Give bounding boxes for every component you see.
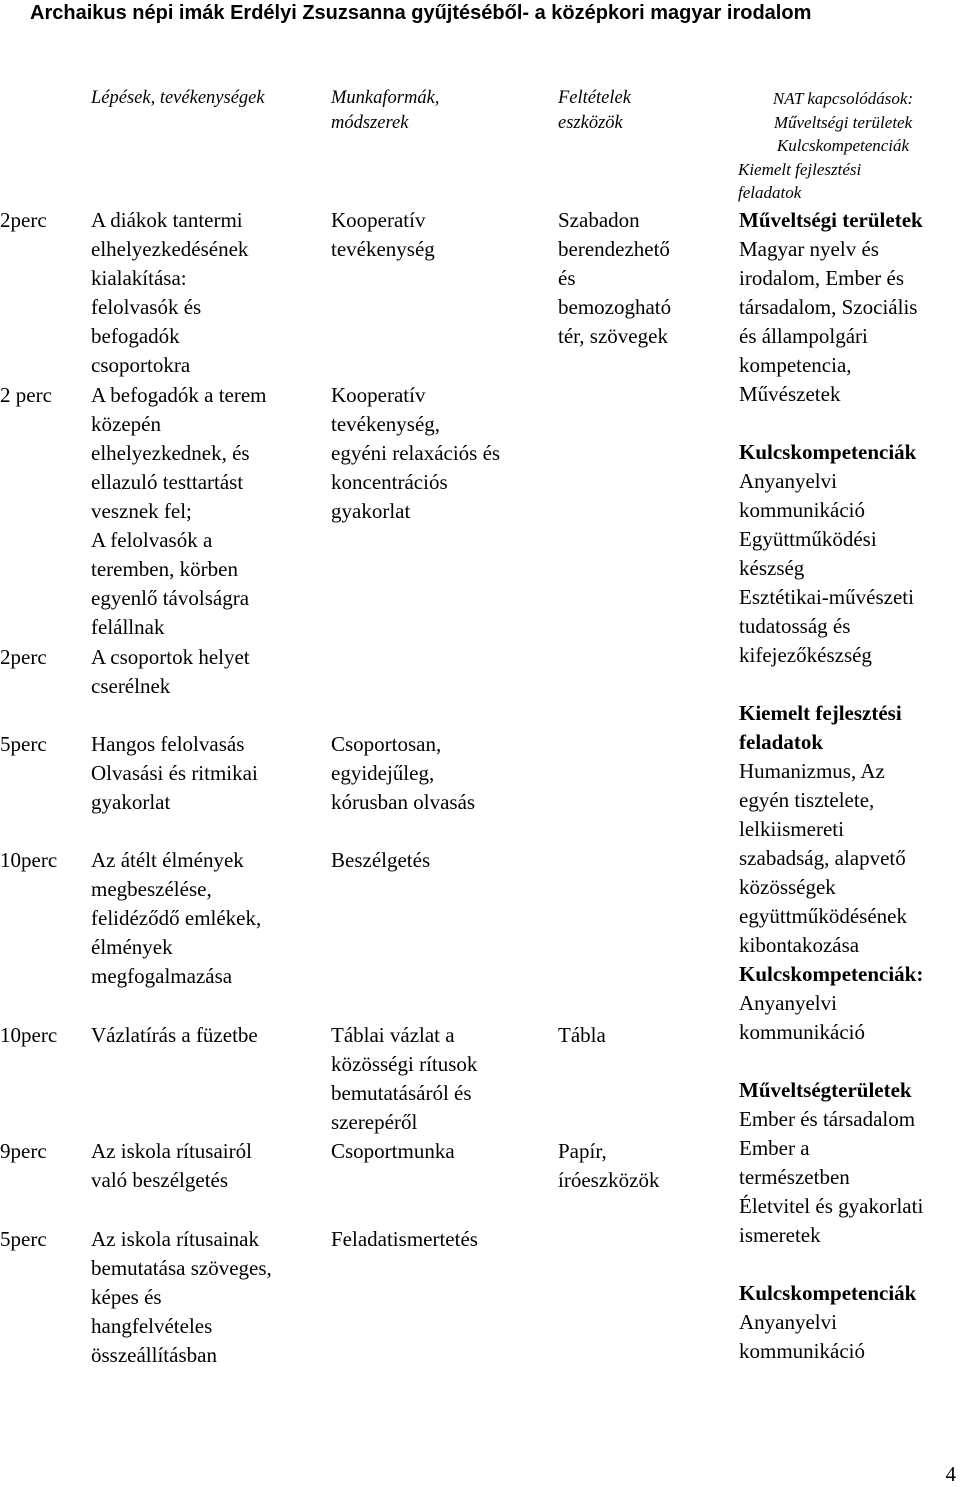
row-steps-line: ellazuló testtartást (91, 470, 244, 494)
row-tools-line: bemozogható (558, 295, 672, 319)
row-methods (331, 1021, 477, 1137)
nat-line: készség (739, 556, 805, 580)
row-steps-line: Az iskola rítusainak (91, 1227, 259, 1251)
row-methods (331, 1137, 455, 1166)
row-time: 2perc (0, 208, 47, 232)
row-time: 5perc (0, 732, 47, 756)
row-methods-line: Feladatismertetés (331, 1227, 478, 1251)
row-methods-line: egyéni relaxációs és (331, 441, 501, 465)
row-methods (331, 381, 500, 526)
row-methods-line: Kooperatív (331, 208, 426, 232)
nat-line: Humanizmus, Az (739, 759, 885, 783)
nat-column (739, 206, 923, 1366)
nat-line: Ember és társadalom (739, 1107, 916, 1131)
row-steps-line: befogadók (91, 324, 180, 348)
row-steps-line: A befogadók a terem (91, 383, 267, 407)
row-steps-line: A diákok tantermi (91, 208, 243, 232)
nat-line: lelkiismereti (739, 817, 844, 841)
header-nat-line: Kiemelt fejlesztési (738, 159, 862, 179)
nat-line: Magyar nyelv és (739, 237, 879, 261)
nat-line: kibontakozása (739, 933, 860, 957)
row-steps (91, 206, 248, 380)
header-nat-line: Műveltségi területek (773, 112, 913, 132)
nat-line: közösségek (739, 875, 836, 899)
header-nat-line: feladatok (738, 183, 802, 202)
row-methods-line: egyidejűleg, (331, 761, 435, 785)
row-tools-line: berendezhető (558, 237, 670, 261)
row-methods-line: koncentrációs (331, 470, 448, 494)
header-nat-line: NAT kapcsolódások: (772, 89, 914, 108)
nat-line: kommunikáció (739, 498, 865, 522)
row-steps-line: elhelyezkedésének (91, 237, 249, 261)
row-steps (91, 643, 250, 701)
row-time: 2 perc (0, 383, 52, 407)
row-methods-line: közösségi rítusok (331, 1052, 478, 1076)
row-tools-line: Papír, (558, 1139, 607, 1163)
row-steps (91, 381, 267, 642)
nat-line: ismeretek (739, 1223, 821, 1247)
row-steps-line: elhelyezkednek, és (91, 441, 250, 465)
row-methods-line: Csoportmunka (331, 1139, 455, 1163)
row-steps-line: élmények (91, 935, 173, 959)
nat-line: Ember a (739, 1136, 810, 1160)
nat-spacer (739, 1250, 923, 1279)
row-methods-line: tevékenység, (331, 412, 441, 436)
row-tools-line: Tábla (558, 1023, 606, 1047)
nat-line: Anyanyelvi (739, 469, 837, 493)
nat-line: kifejezőkészség (739, 643, 872, 667)
row-tools-line: és (558, 266, 576, 290)
header-methods-line: Munkaformák, (331, 88, 440, 108)
row-time: 10perc (0, 1023, 58, 1047)
nat-line: Együttműködési (739, 527, 877, 551)
nat-line: Esztétikai-művészeti (739, 585, 914, 609)
header-tools (558, 86, 631, 136)
nat-spacer (739, 670, 923, 699)
page-number: 4 (945, 1462, 956, 1486)
row-methods-line: kórusban olvasás (331, 790, 476, 814)
row-methods (331, 846, 430, 875)
nat-heading: Műveltségi területek (739, 208, 923, 232)
row-steps-line: gyakorlat (91, 790, 171, 814)
row-steps-line: felidéződő emlékek, (91, 906, 262, 930)
row-steps-line: Az átélt élmények (91, 848, 244, 872)
row-time: 9perc (0, 1139, 47, 1163)
row-steps (91, 1021, 258, 1050)
nat-line: Anyanyelvi (739, 1310, 837, 1334)
row-time: 10perc (0, 848, 58, 872)
row-tools (558, 1137, 659, 1195)
row-steps (91, 1137, 252, 1195)
nat-line: Művészetek (739, 382, 841, 406)
nat-heading: feladatok (739, 730, 823, 754)
row-steps-line: Olvasási és ritmikai (91, 761, 258, 785)
header-methods-line: módszerek (331, 113, 409, 133)
row-steps-line: csoportokra (91, 353, 191, 377)
nat-line: Életvitel és gyakorlati (739, 1194, 924, 1218)
row-steps-line: vesznek fel; (91, 499, 192, 523)
nat-heading: Műveltségterületek (739, 1078, 912, 1102)
nat-line: kompetencia, (739, 353, 852, 377)
row-methods (331, 730, 475, 817)
row-steps-line: képes és (91, 1285, 162, 1309)
row-steps-line: A csoportok helyet (91, 645, 250, 669)
row-steps-line: felállnak (91, 615, 165, 639)
row-steps-line: közepén (91, 412, 161, 436)
row-steps-line: cserélnek (91, 674, 171, 698)
row-steps (91, 1225, 272, 1370)
header-tools-line: Feltételek (558, 88, 631, 108)
row-methods-line: Táblai vázlat a (331, 1023, 455, 1047)
header-tools-line: eszközök (558, 113, 623, 133)
row-tools-line: Szabadon (558, 208, 640, 232)
row-methods-line: bemutatásáról és (331, 1081, 472, 1105)
nat-line: egyén tisztelete, (739, 788, 875, 812)
row-steps-line: megbeszélése, (91, 877, 212, 901)
header-methods (331, 86, 439, 136)
row-steps-line: összeállításban (91, 1343, 217, 1367)
document-title: Archaikus népi imák Erdélyi Zsuzsanna gyűjtéséből- a középkori magyar irodalom (30, 2, 812, 24)
row-steps-line: teremben, körben (91, 557, 238, 581)
nat-spacer (739, 409, 923, 438)
row-steps-line: felolvasók és (91, 295, 202, 319)
row-time: 5perc (0, 1227, 47, 1251)
nat-line: irodalom, Ember és (739, 266, 905, 290)
header-nat (738, 87, 948, 205)
nat-line: és állampolgári (739, 324, 868, 348)
row-tools (558, 206, 671, 351)
row-methods-line: szerepéről (331, 1110, 418, 1134)
row-steps-line: A felolvasók a (91, 528, 213, 552)
row-methods-line: Kooperatív (331, 383, 426, 407)
nat-line: kommunikáció (739, 1339, 865, 1363)
row-steps-line: Hangos felolvasás (91, 732, 245, 756)
row-methods (331, 1225, 478, 1254)
nat-line: kommunikáció (739, 1020, 865, 1044)
row-steps-line: bemutatása szöveges, (91, 1256, 272, 1280)
row-methods-line: tevékenység (331, 237, 435, 261)
row-steps-line: hangfelvételes (91, 1314, 213, 1338)
nat-heading: Kulcskompetenciák: (739, 962, 924, 986)
row-methods-line: Csoportosan, (331, 732, 442, 756)
row-steps-line: való beszélgetés (91, 1168, 229, 1192)
row-steps-line: Vázlatírás a füzetbe (91, 1023, 258, 1047)
row-methods (331, 206, 435, 264)
nat-line: Anyanyelvi (739, 991, 837, 1015)
nat-heading: Kiemelt fejlesztési (739, 701, 902, 725)
header-nat-line: Kulcskompetenciák (776, 136, 910, 155)
row-tools-line: tér, szövegek (558, 324, 668, 348)
row-methods-line: Beszélgetés (331, 848, 431, 872)
nat-line: szabadság, alapvető (739, 846, 906, 870)
nat-spacer (739, 1047, 923, 1076)
row-steps-line: megfogalmazása (91, 964, 233, 988)
row-steps-line: egyenlő távolságra (91, 586, 250, 610)
nat-line: természetben (739, 1165, 850, 1189)
row-steps (91, 730, 258, 817)
row-methods-line: gyakorlat (331, 499, 411, 523)
row-steps-line: Az iskola rítusairól (91, 1139, 252, 1163)
nat-heading: Kulcskompetenciák (739, 440, 917, 464)
row-tools-line: íróeszközök (558, 1168, 660, 1192)
header-steps: Lépések, tevékenységek (91, 88, 265, 108)
nat-line: együttműködésének (739, 904, 907, 928)
nat-line: tudatosság és (739, 614, 851, 638)
nat-heading: Kulcskompetenciák (739, 1281, 917, 1305)
nat-line: társadalom, Szociális (739, 295, 918, 319)
row-time: 2perc (0, 645, 47, 669)
row-tools (558, 1021, 606, 1050)
row-steps (91, 846, 261, 991)
row-steps-line: kialakítása: (91, 266, 187, 290)
